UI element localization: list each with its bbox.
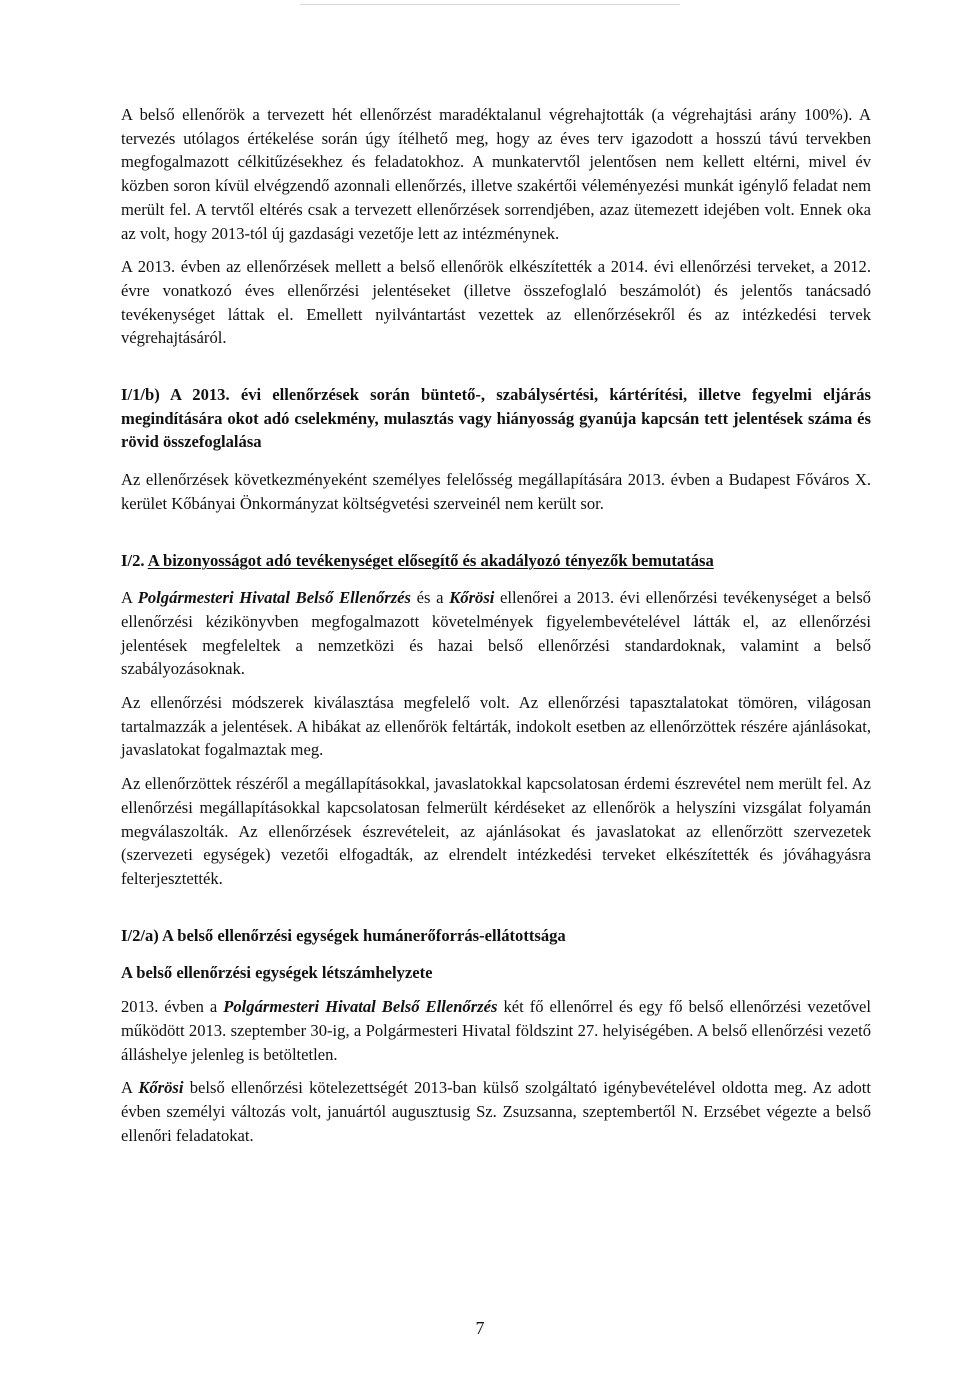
entity-polgarmesteri-hivatal: Polgármesteri Hivatal Belső Ellenőrzés — [223, 997, 498, 1017]
entity-polgarmesteri-hivatal: Polgármesteri Hivatal Belső Ellenőrzés — [137, 588, 412, 608]
page-number: 7 — [475, 1318, 485, 1338]
paragraph-methods: Az ellenőrzési módszerek kiválasztása megfelelő volt. Az ellenőrzési tapasztalatokat tömören, világosan tartalmazzák a jelentések. A hibákat az ellenőrök feltárták, indokolt esetben az ellenőrzöttek részére ajánlásokat, javaslatokat fogalmaztak meg. — [121, 693, 871, 760]
paragraph-korosi-outsourcing: A Kőrösi belső ellenőrzési kötelezettségét 2013-ban külső szolgáltató igénybevételével oldotta meg. Az adott évben személyi változás volt, januártól augusztusig Sz. Zsuzsanna, szeptembertől N. Erzsébet végezte a belső ellenőri feladatokat. — [121, 1078, 871, 1145]
heading-i2 — [121, 549, 871, 573]
paragraph-audited-feedback: Az ellenőrzöttek részéről a megállapításokkal, javaslatokkal kapcsolatosan érdemi észrevétel nem merült fel. Az ellenőrzési megállapításokkal kapcsolatosan felmerült kérdéseket az ellenőrök a helyszíni vizsgálat folyamán megválaszolták. Az ellenőrzések észrevételeit, az ajánlásokat és javaslatokat az ellenőrzött szervezetek (szervezeti egységek) vezetői elfogadták, az elrendelt intézkedési terveket elkészítették és jóváhagyásra felterjesztették. — [121, 774, 871, 888]
paragraph-personal-liability: Az ellenőrzések következményeként személyes felelősség megállapítására 2013. évben a Budapest Főváros X. kerület Kőbányai Önkormányzat költségvetési szerveinél nem került sor. — [121, 470, 871, 513]
heading-i2-title: A bizonyosságot adó tevékenységet elősegítő és akadályozó tényezők bemutatása — [147, 550, 714, 570]
entity-korosi: Kőrösi — [449, 588, 495, 608]
heading-i1b: I/1/b) A 2013. évi ellenőrzések során büntető-, szabálysértési, kártérítési, illetve fegyelmi eljárás megindítására okot adó cselekmény, mulasztás vagy hiányosság gyanúja kapcsán tett jelentések száma és rövid összefoglalása — [121, 385, 871, 452]
document-page — [121, 103, 871, 1147]
paragraph-standards: A Polgármesteri Hivatal Belső Ellenőrzés és a Kőrösi ellenőrei a 2013. évi ellenőrzési tevékenységet a belső ellenőrzési kézikönyvben megfogalmazott követelmények figyelembevételével látták el, az ellenőrzési jelentések megfeleltek a nemzetközi és hazai belső ellenőrzési standardoknak, valamint a belső szabályozásoknak. — [121, 588, 871, 679]
heading-i2a: I/2/a) A belső ellenőrzési egységek humánerőforrás-ellátottsága — [121, 925, 566, 945]
heading-i2-number: I/2. — [121, 550, 145, 570]
scan-edge-line — [300, 4, 680, 5]
paragraph-plan-execution: A belső ellenőrök a tervezett hét ellenőrzést maradéktalanul végrehajtották (a végrehajtási arány 100%). A tervezés utólagos értékelése során úgy ítélhető meg, hogy az éves terv igazodott a hosszú távú tervekben megfogalmazott célkitűzésekhez és feladatokhoz. A munkatervtől jelentősen nem kellett eltérni, mivel év közben soron kívül elvégzendő azonnali ellenőrzés, illetve szakértői véleményezési munkát igénylő feladat nem merült fel. A tervtől eltérés csak a tervezett ellenőrzések sorrendjében, azaz ütemezett idejében volt. Ennek oka az volt, hogy 2013-tól új gazdasági vezetője lett az intézménynek. — [121, 105, 871, 243]
paragraph-staffing-2013: 2013. évben a Polgármesteri Hivatal Belső Ellenőrzés két fő ellenőrrel és egy fő belső ellenőrzési vezetővel működött 2013. szeptember 30-ig, a Polgármesteri Hivatal földszint 27. helyiségében. A belső ellenőrzési vezető álláshelye jelenleg is betöltetlen. — [121, 997, 871, 1064]
heading-staffing: A belső ellenőrzési egységek létszámhelyzete — [121, 963, 433, 983]
entity-korosi: Kőrösi — [138, 1078, 184, 1098]
paragraph-2013-activities: A 2013. évben az ellenőrzések mellett a belső ellenőrök elkészítették a 2014. évi ellenőrzési terveket, a 2012. évre vonatkozó éves ellenőrzési jelentéseket (illetve összefoglaló beszámolót) és jelentős tanácsadó tevékenységet láttak el. Emellett nyilvántartást vezettek az ellenőrzésekről és az intézkedési tervek végrehajtásáról. — [121, 257, 871, 348]
